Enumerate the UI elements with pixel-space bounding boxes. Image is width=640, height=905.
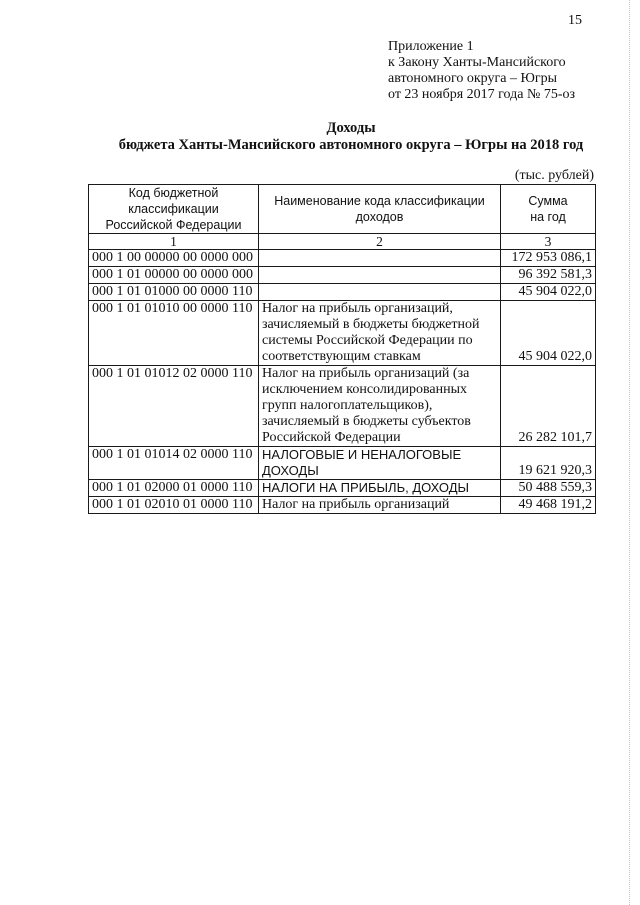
amount-cell: 96 392 581,3	[501, 267, 596, 284]
column-number-row	[89, 234, 596, 250]
column-number: 3	[501, 234, 596, 250]
income-name-cell	[259, 284, 501, 301]
page-number: 15	[568, 13, 582, 28]
table-row	[89, 284, 596, 301]
income-name-cell	[259, 480, 501, 497]
title-line: Доходы	[326, 120, 376, 136]
income-name-line: Налог на прибыль организаций (за	[262, 366, 470, 381]
income-name-line: соответствующим ставкам	[262, 349, 421, 364]
income-name-line: Российской Федерации	[262, 430, 401, 445]
budget-code-cell: 000 1 01 02010 01 0000 110	[89, 497, 259, 514]
appendix-line: Приложение 1	[388, 39, 474, 54]
income-name-line: Налог на прибыль организаций,	[262, 301, 453, 316]
income-name-cell	[259, 250, 501, 267]
amount-cell: 49 468 191,2	[501, 497, 596, 514]
budget-code-cell: 000 1 00 00000 00 0000 000	[89, 250, 259, 267]
table-row	[89, 250, 596, 267]
appendix-block	[388, 39, 575, 103]
units-note: (тыс. рублей)	[514, 168, 594, 183]
budget-code-cell: 000 1 01 01012 02 0000 110	[89, 366, 259, 447]
income-name-cell	[259, 497, 501, 514]
revenue-table	[88, 184, 596, 514]
table-row	[89, 447, 596, 480]
table-header-row	[89, 185, 596, 234]
table-row	[89, 480, 596, 497]
income-name-line: НАЛОГИ НА ПРИБЫЛЬ, ДОХОДЫ	[262, 480, 470, 495]
income-name-cell	[259, 366, 501, 447]
budget-code-cell: 000 1 01 00000 00 0000 000	[89, 267, 259, 284]
budget-code-cell: 000 1 01 02000 01 0000 110	[89, 480, 259, 497]
amount-cell: 45 904 022,0	[501, 301, 596, 366]
header-income-name	[259, 185, 501, 234]
table-row	[89, 267, 596, 284]
header-line: Код бюджетной	[128, 186, 219, 200]
header-line: Российской Федерации	[105, 218, 242, 232]
document-title	[96, 120, 606, 154]
header-line: Наименование кода классификации	[274, 194, 485, 208]
column-number: 2	[259, 234, 501, 250]
scan-edge-line	[629, 0, 630, 905]
income-name-cell	[259, 301, 501, 366]
income-name-line: зачисляемый в бюджеты субъектов	[262, 414, 471, 429]
income-name-line: НАЛОГОВЫЕ И НЕНАЛОГОВЫЕ	[262, 447, 462, 462]
income-name-line: групп налогоплательщиков),	[262, 398, 433, 413]
income-name-line: зачисляемый в бюджеты бюджетной	[262, 317, 480, 332]
amount-cell: 45 904 022,0	[501, 284, 596, 301]
header-budget-code	[89, 185, 259, 234]
table-row	[89, 497, 596, 514]
amount-cell: 172 953 086,1	[501, 250, 596, 267]
appendix-line: от 23 ноября 2017 года № 75-оз	[388, 87, 576, 102]
table-row	[89, 301, 596, 366]
table-row	[89, 366, 596, 447]
amount-cell: 50 488 559,3	[501, 480, 596, 497]
title-line: бюджета Ханты-Мансийского автономного округа – Югры на 2018 год	[118, 137, 584, 153]
income-name-line: Налог на прибыль организаций	[262, 497, 450, 512]
budget-code-cell: 000 1 01 01000 00 0000 110	[89, 284, 259, 301]
amount-cell: 26 282 101,7	[501, 366, 596, 447]
header-line: доходов	[355, 210, 404, 224]
income-name-line: системы Российской Федерации по	[262, 333, 473, 348]
budget-code-cell: 000 1 01 01010 00 0000 110	[89, 301, 259, 366]
income-name-cell	[259, 267, 501, 284]
income-name-cell	[259, 447, 501, 480]
header-line: Сумма	[528, 194, 568, 208]
budget-code-cell: 000 1 01 01014 02 0000 110	[89, 447, 259, 480]
header-line: классификации	[128, 202, 219, 216]
revenue-table-body	[89, 185, 596, 514]
header-line: на год	[530, 210, 566, 224]
column-number: 1	[89, 234, 259, 250]
appendix-line: автономного округа – Югры	[388, 71, 557, 86]
appendix-line: к Закону Ханты-Мансийского	[388, 55, 566, 70]
income-name-line: исключением консолидированных	[262, 382, 467, 397]
amount-cell: 19 621 920,3	[501, 447, 596, 480]
header-amount	[501, 185, 596, 234]
income-name-line: ДОХОДЫ	[262, 463, 319, 478]
